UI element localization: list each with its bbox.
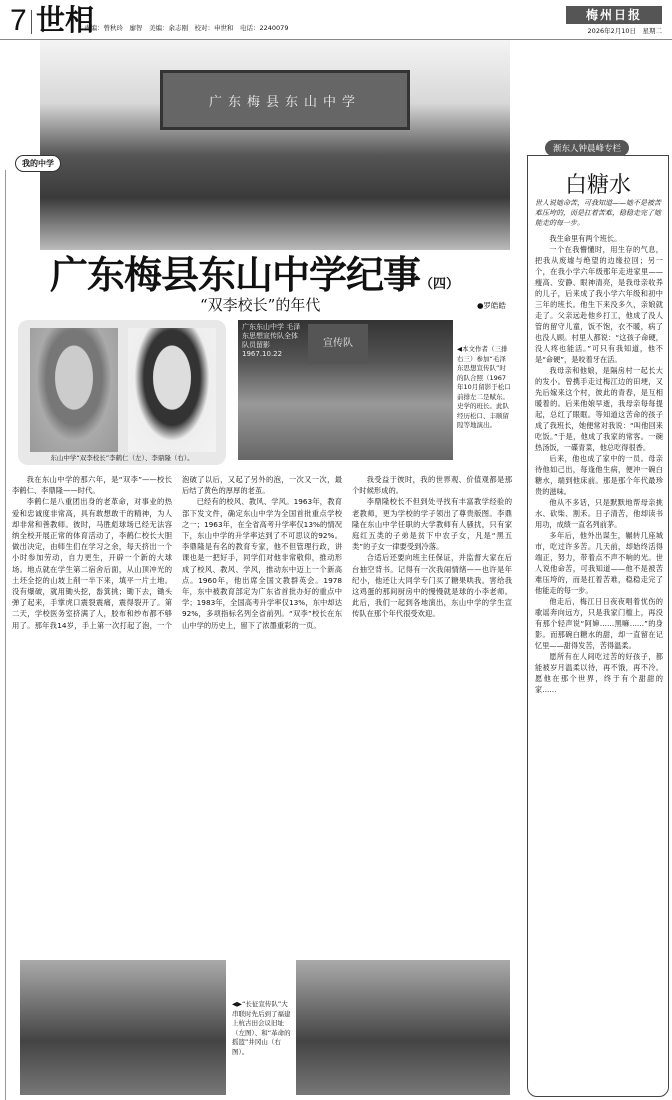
- portrait-photo: [30, 328, 118, 452]
- section-title: 世相: [36, 3, 95, 37]
- photo-banner: 宣传队: [308, 324, 368, 364]
- paragraph: 我受益于彼时，我的世界观、价值观都是那个时候形成的。: [352, 475, 512, 496]
- paragraph: 一个在我懵懂时，用生存的气息，把我从废墟与绝望的边缘拉回；另一个，在我小学六年级那年走进家里——瘦高、安静、眼神清亮，是我母亲收养的儿子，后来成了我小学六年级和初中三年的班长。他生下来没多久，亲娘就走了。父亲远赴他乡打工，他成了没人管的留守儿童，饭不饱，衣不暖，病了也没人顾。村里人都说：“这孩子命硬，没人疼也能活。”可只有我知道，他不是“命硬”，是咬着牙在活。: [535, 245, 663, 364]
- article-subtitle: “双李校长”的年代: [200, 296, 321, 314]
- paragraph: 我母亲和他娘，是隔房村一起长大的发小。曾携手走过梅江边的田埂，又先后嫁来这个村，彼此的青春，是互相暖着的。后来他娘早逝，我母亲每每提起，总红了眼眶。等知道这苦命的孩子成了我班长，她便常对我说：“叫他回来吃饭。”于是，他成了我家的常客。一碗热汤饭，一碟青菜，他总吃得很香。: [535, 366, 663, 452]
- credits: 责编：曾秋玲 廖智 美编：余志刚 校对：申世和 电话：2240079: [84, 24, 289, 32]
- paragraph: 我生命里有两个班长。: [549, 234, 622, 243]
- column-tag: 渐东人钟晨峰专栏: [545, 140, 629, 156]
- issue-date: 2026年2月10日 星期二: [587, 27, 662, 35]
- jinggangshan-photo: [296, 960, 510, 1095]
- divider: [31, 10, 32, 34]
- page-header: [0, 0, 672, 40]
- author: ●罗皓皓: [477, 301, 507, 310]
- article-body: [12, 474, 512, 952]
- photo-caption: ◀本文作者（三排右三）参加“毛泽东思想宣传队”时的队合照（1967年10月留影于松口前排左二是赋东。史学的班长。此队经历松口、丰顺留隍等地演出。: [457, 345, 511, 429]
- paragraph: 我在东山中学的那六年，是“双李”——校长李鹤仁、李鼎隆——时代。: [12, 475, 172, 496]
- portraits-panel: [18, 320, 226, 465]
- portrait-photo: [128, 328, 216, 452]
- gutian-photo: [20, 960, 226, 1095]
- paragraph: 他走后，梅江日日夜夜唱着忧伤的歌谣奔向远方，只是我家门槛上，再没有那个轻声说“阿婶……黑嘛……”的身影。而那碗白糖水的甜，却一直留在记忆里——甜得发苦，苦得温柔。: [535, 597, 663, 650]
- column-tag: 我的中学: [15, 155, 61, 172]
- paragraph: 李鹤仁是八重团出身的老革命，对事业的热爱和忠诚度非常高，具有敢想敢干的精神，为人却非常和善教师。彼时，马胜彪球场已经无法容纳全校开展正常的体育活动了，李鹤仁校长大胆做出决定，由师生们在学习之余，每天挤出一个小时参加劳动，自力更生，开辟一个新的大球场。地点就在学生第二宿舍后面，从山顶冲光的土坯全挖的山坡上削一半下来，填平一片土地。没有爆破，就用锄头挖，畚箕挑；锄下去，锄头弹了起来，手掌虎口震裂震痛，震得裂开了。第二天，学校医务室挤满了人，胶布和纱布都不够用了。那年我14岁，手上第一次打起了泡，一个泡破了以后，又起了另外的泡，一次又一次，最后结了黄色的厚厚的老茧。: [12, 475, 342, 630]
- paragraph: 李鼎隆校长不但到处寻找有丰富教学经验的老教师，更为学校的学子领出了尊贵版图。李鼎隆在东山中学任职的大学教师有人骚扰，只有家庭红五类的子弟是贫下中农子女，凡是“黑五类”的子女一律要受到冷落。: [352, 497, 512, 552]
- photo-caption: ◀▶“长征宣传队”大串联时先后到了福建上杭古田会议旧址（左图）、和“革命的摇篮”井冈山（右图）。: [232, 1000, 291, 1056]
- page-number: 7: [10, 4, 27, 37]
- paragraph: 愿所有在人间吃过苦的好孩子，都能被岁月温柔以待，再不饿，再不冷。愿他在那个世界，终于有个甜甜的家……: [535, 652, 663, 694]
- photo-caption: 东山中学“双李校长”李鹤仁（左）、李鼎隆（右）。: [50, 454, 194, 462]
- gate-sign: 广东梅县东山中学: [160, 70, 410, 130]
- column-title: 白糖水: [564, 173, 631, 198]
- paragraph: 后来，他也成了家中的一员。母亲待他如己出，每逢他生病，便冲一碗白糖水，端到他床前。那是那个年代最珍贵的滋味。: [535, 454, 663, 496]
- group-photo: [238, 320, 453, 460]
- newspaper-logo: 梅州日报: [566, 6, 662, 24]
- paragraph: 多年后，他外出谋生，辗转几座城市，吃过许多苦。几天前，却始终活得端正，努力，带着点不声不响的光。世人说他命苦，可我知道——他不是被苦难压垮的，而是扛着苦难，稳稳走完了他能走的每一步。: [535, 531, 663, 595]
- article-title: 广东梅县东山中学纪事（四）: [50, 252, 460, 297]
- column-body: [535, 233, 663, 1093]
- paragraph: 他从不多话，只是默默地帮母亲挑水、砍柴、割禾。日子清苦，他却读书用功，成绩一直名列前茅。: [535, 498, 663, 529]
- column-intro: 世人说她命苦，可我知道——她不是被苦难压垮的，而是扛着苦难，稳稳走完了她能走的每一步。: [535, 199, 661, 227]
- school-gate-photo: [40, 40, 510, 250]
- paragraph: 合适后还要向班主任保证，并监督大家在后台抽空背书。记得有一次我闹情绪——也许是年纪小，他还让大同学专门买了糖果哄我。害给我这鸡蛋的那间厨房中的慢慢就是球的小李老师。此后，我们一起到各地演出，东山中学的学生宣传队在那个年代很受欢迎。: [352, 553, 512, 619]
- photo-sign: 广东东山中学 毛泽东思想宣传队全体队员留影 1967.10.22: [242, 323, 301, 358]
- paragraph: 已经有的校风、教风、学风。1963年，教育部下发文件，确定东山中学为全国首批重点学校之一；1963年，在全省高考升学率仅13%的情况下，东山中学的升学率达到了不可思议的92%。李鼎隆是有名的教育专家，他不但管理行政，讲课也是一把好手，同学们对他非常敬仰，推动形成了校风、教风、学风，推动东中迈上一个新高点。1960年，他出席全国文教群英会。1978年，东中被教育部定为广东省首批办好的重点中学；1983年，全国高考升学率仅13%，东中却达92%，多项指标名列全省前列。“双李”校长在东山中学的历史上，留下了浓墨重彩的一页。: [182, 497, 342, 630]
